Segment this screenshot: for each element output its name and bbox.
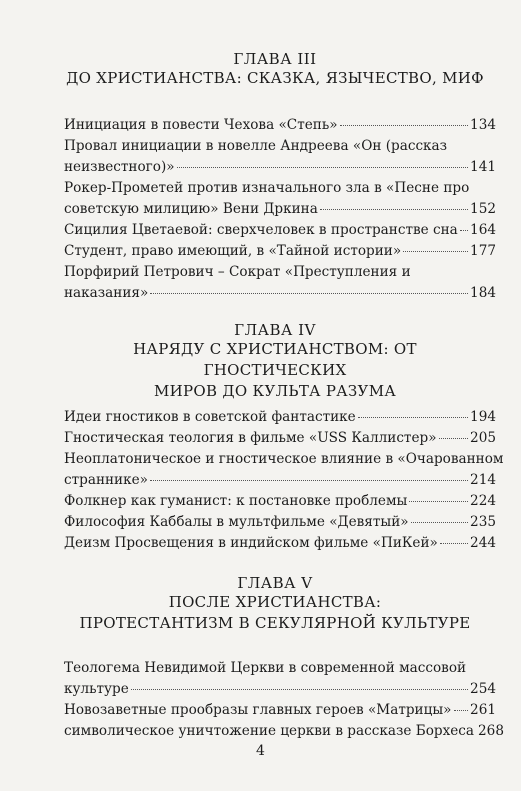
page-ref: 194 bbox=[470, 409, 496, 425]
page-ref: 177 bbox=[470, 243, 496, 259]
toc-entry[interactable]: Порфирий Петрович – Сократ «Преступления и наказания» 184 bbox=[64, 262, 496, 304]
leader-dots bbox=[411, 521, 468, 523]
page-ref: 244 bbox=[470, 535, 496, 551]
page-ref: 268 bbox=[478, 723, 504, 739]
chapter-title-line: ПОСЛЕ ХРИСТИАНСТВА: bbox=[168, 593, 382, 611]
chapter-title-line: МИРОВ ДО КУЛЬТА РАЗУМА bbox=[153, 382, 397, 400]
toc-entry[interactable]: Сицилия Цветаевой: сверхчеловек в пространстве сна 164 bbox=[64, 220, 496, 241]
chapter-number: ГЛАВА V bbox=[237, 574, 313, 592]
page-ref: 134 bbox=[470, 117, 496, 133]
leader-dots bbox=[439, 437, 469, 439]
toc-entry[interactable]: Рокер-Прометей против изначального зла в «Песне про советскую милицию» Вени Дркина 152 bbox=[64, 178, 496, 220]
chapter-3-heading bbox=[60, 50, 490, 89]
leader-dots bbox=[150, 292, 468, 294]
toc-entry[interactable]: Гностическая теология в фильме «USS Каллистер» 205 bbox=[64, 428, 496, 449]
leader-dots bbox=[440, 542, 468, 544]
leader-dots bbox=[131, 688, 468, 690]
page-ref: 224 bbox=[470, 493, 496, 509]
toc-entry[interactable]: Идеи гностиков в советской фантастике 194 bbox=[64, 407, 496, 428]
toc-entry[interactable]: Фолкнер как гуманист: к постановке проблемы 224 bbox=[64, 491, 496, 512]
toc-entry[interactable]: Теологема Невидимой Церкви в современной массовой культуре 254 bbox=[64, 658, 496, 700]
page-number: 4 bbox=[256, 743, 265, 759]
toc-entry[interactable]: Философия Каббалы в мультфильме «Девятый» 235 bbox=[64, 512, 496, 533]
page-ref: 254 bbox=[470, 681, 496, 697]
chapter-title-line: НАРЯДУ С ХРИСТИАНСТВОМ: ОТ ГНОСТИЧЕСКИХ bbox=[133, 340, 417, 379]
toc-entry[interactable]: Деизм Просвещения в индийском фильме «ПиКей» 244 bbox=[64, 533, 496, 554]
toc-entry[interactable]: Новозаветные прообразы главных героев «Матрицы» 261 bbox=[64, 700, 496, 721]
toc-entry[interactable]: Провал инициации в новелле Андреева «Он (рассказ неизвестного)» 141 bbox=[64, 136, 496, 178]
leader-dots bbox=[320, 208, 468, 210]
page-ref: 261 bbox=[470, 702, 496, 718]
leader-dots bbox=[150, 479, 468, 481]
leader-dots bbox=[403, 250, 468, 252]
chapter-title-line: ПРОТЕСТАНТИЗМ В СЕКУЛЯРНОЙ КУЛЬТУРЕ bbox=[79, 614, 471, 632]
toc-entry[interactable]: Неоплатоническое и гностическое влияние в «Очарованном страннике» 214 bbox=[64, 449, 496, 491]
chapter-title-line: ДО ХРИСТИАНСТВА: СКАЗКА, ЯЗЫЧЕСТВО, МИФ bbox=[66, 69, 484, 87]
page-ref: 184 bbox=[470, 285, 496, 301]
chapter-5-heading bbox=[60, 574, 490, 634]
toc-entry[interactable]: Инициация в повести Чехова «Степь» 134 bbox=[64, 115, 496, 136]
toc-entry[interactable]: символическое уничтожение церкви в рассказе Борхеса 268 bbox=[64, 721, 496, 742]
leader-dots bbox=[409, 500, 468, 502]
page-ref: 214 bbox=[470, 472, 496, 488]
leader-dots bbox=[177, 166, 468, 168]
toc-entry[interactable]: Студент, право имеющий, в «Тайной истории» 177 bbox=[64, 241, 496, 262]
leader-dots bbox=[358, 416, 468, 418]
page-ref: 235 bbox=[470, 514, 496, 530]
chapter-number: ГЛАВА III bbox=[233, 50, 317, 68]
chapter-number: ГЛАВА IV bbox=[234, 321, 316, 339]
page-ref: 141 bbox=[470, 159, 496, 175]
page-ref: 152 bbox=[470, 201, 496, 217]
page-ref: 164 bbox=[470, 222, 496, 238]
leader-dots bbox=[340, 124, 468, 126]
leader-dots bbox=[454, 709, 469, 711]
page-ref: 205 bbox=[470, 430, 496, 446]
chapter-4-heading bbox=[60, 321, 490, 402]
leader-dots bbox=[460, 229, 468, 231]
